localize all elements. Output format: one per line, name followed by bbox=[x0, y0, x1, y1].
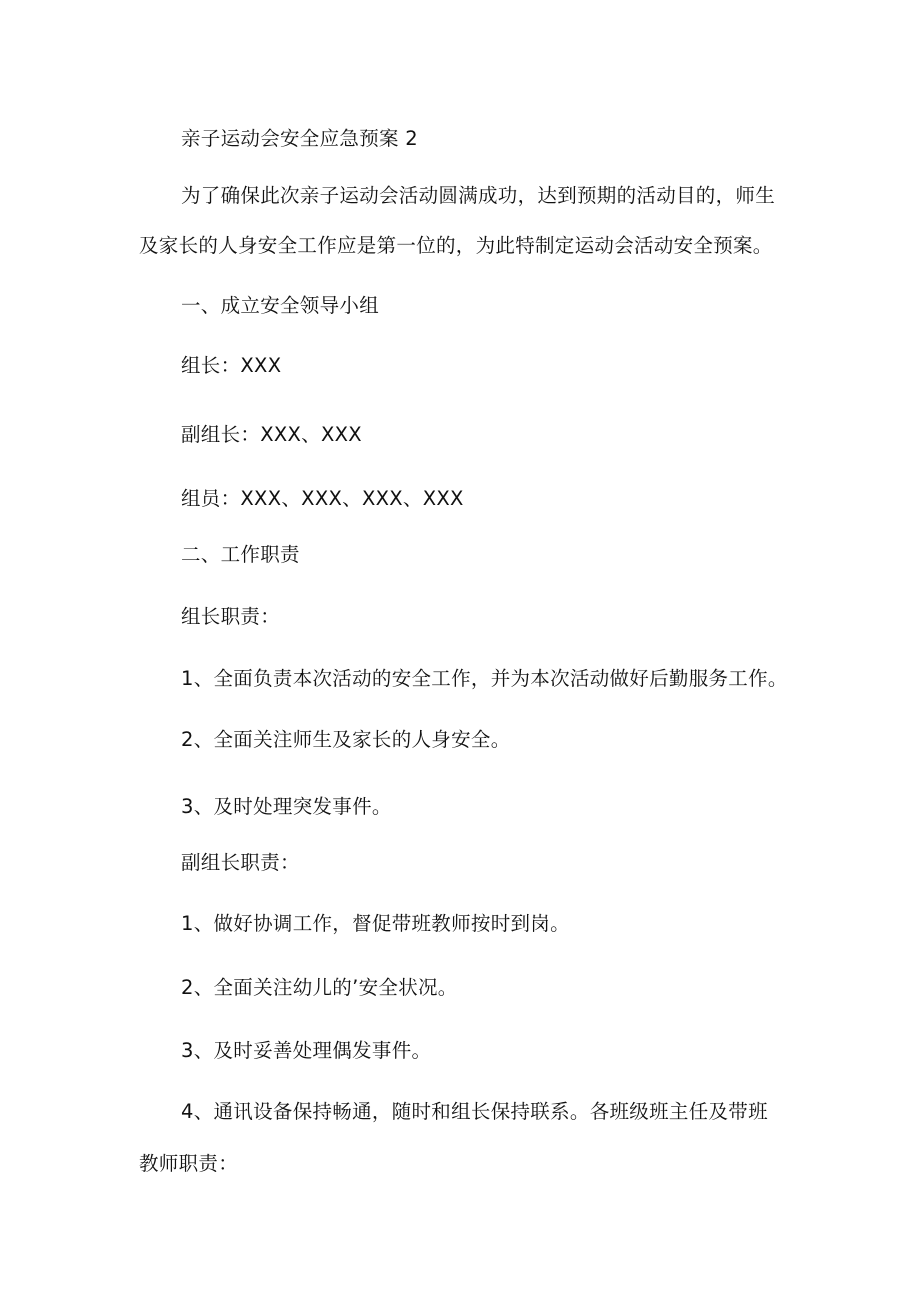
class-teacher-duties-heading: 教师职责： bbox=[139, 1152, 239, 1175]
deputy-duty-item: 4、通讯设备保持畅通，随时和组长保持联系。各班级班主任及带班 bbox=[181, 1100, 768, 1123]
members-line: 组员：XXX、XXX、XXX、XXX bbox=[181, 487, 464, 510]
leader-duties-heading: 组长职责： bbox=[181, 605, 281, 628]
deputy-duties-heading: 副组长职责： bbox=[181, 851, 300, 874]
group-leader-line: 组长：XXX bbox=[181, 354, 282, 377]
intro-paragraph-line-2: 及家长的人身安全工作应是第一位的，为此特制定运动会活动安全预案。 bbox=[139, 234, 773, 257]
leader-duty-item: 1、全面负责本次活动的安全工作，并为本次活动做好后勤服务工作。 bbox=[181, 667, 788, 690]
section-heading-duties: 二、工作职责 bbox=[181, 543, 300, 566]
deputy-duty-item: 2、全面关注幼儿的’安全状况。 bbox=[181, 976, 458, 999]
intro-paragraph-line-1: 为了确保此次亲子运动会活动圆满成功，达到预期的活动目的，师生 bbox=[181, 184, 776, 207]
section-heading-leadership-group: 一、成立安全领导小组 bbox=[181, 294, 380, 317]
deputy-leaders-line: 副组长：XXX、XXX bbox=[181, 423, 362, 446]
document-title: 亲子运动会安全应急预案 2 bbox=[181, 127, 419, 150]
deputy-duty-item: 3、及时妥善处理偶发事件。 bbox=[181, 1039, 432, 1062]
leader-duty-item: 2、全面关注师生及家长的人身安全。 bbox=[181, 728, 511, 751]
leader-duty-item: 3、及时处理突发事件。 bbox=[181, 795, 392, 818]
deputy-duty-item: 1、做好协调工作，督促带班教师按时到岗。 bbox=[181, 912, 570, 935]
